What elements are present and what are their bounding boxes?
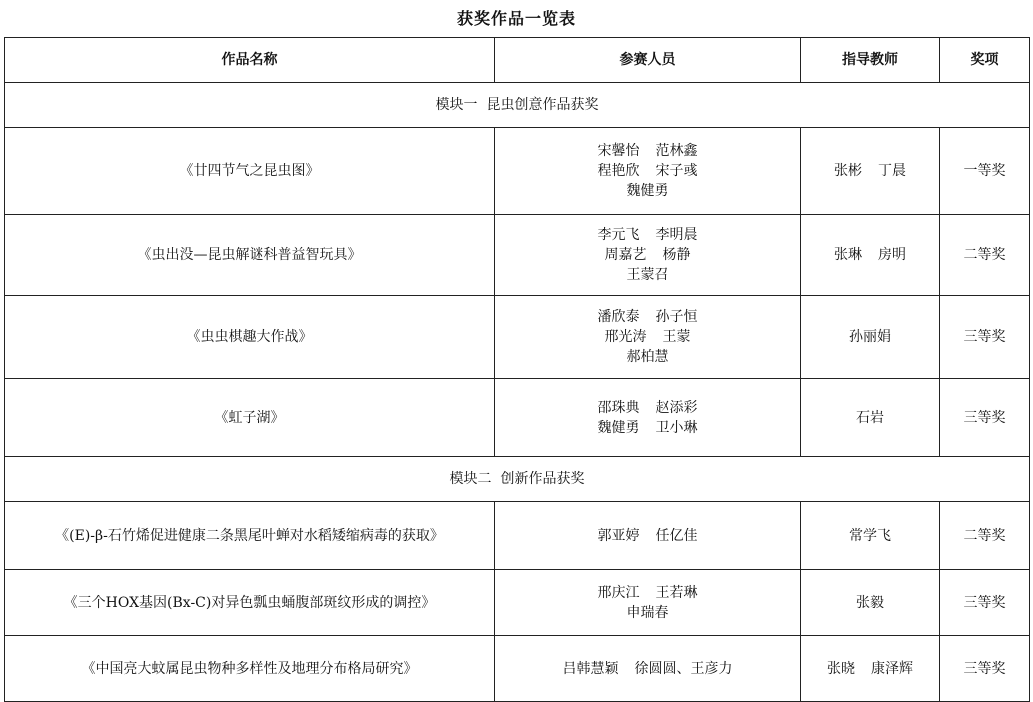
participant-name: 宋馨怡 [597, 143, 640, 159]
participants-cell [495, 296, 801, 379]
advisor-name: 石岩 [856, 409, 884, 426]
participants-cell [495, 570, 801, 636]
participant-name: 杨静 [662, 247, 691, 263]
award-cell: 三等奖 [940, 379, 1030, 457]
header-award: 奖项 [940, 38, 1030, 83]
award-cell: 一等奖 [940, 128, 1030, 215]
advisor-name: 康泽辉 [871, 660, 913, 677]
work-name-cell: 《三个HOX基因(Bx-C)对异色瓢虫蛹腹部斑纹形成的调控》 [5, 570, 495, 636]
participant-name: 赵添彩 [655, 399, 698, 416]
participant-name: 潘欣泰 [597, 309, 640, 325]
award-cell: 二等奖 [940, 215, 1030, 296]
header-participants: 参赛人员 [495, 38, 801, 83]
module-row [5, 457, 1030, 502]
header-row [5, 38, 1030, 83]
advisor-name: 张晓 [827, 660, 855, 677]
participant-name: 宋子彧 [655, 163, 698, 179]
advisor-cell [801, 570, 940, 636]
participant-name: 王蒙 [662, 329, 691, 345]
table-row [5, 215, 1030, 296]
work-name-cell: 《虹子湖》 [5, 379, 495, 457]
award-cell: 三等奖 [940, 296, 1030, 379]
participants-line [495, 659, 800, 679]
participants-line [495, 225, 800, 245]
participant-name: 申瑞春 [626, 604, 669, 621]
participants-line [495, 347, 800, 367]
participants-line [495, 583, 800, 603]
participant-name: 王若琳 [655, 584, 698, 601]
advisor-name: 丁晨 [878, 163, 906, 179]
participant-name: 任亿佳 [655, 527, 698, 544]
advisor-cell [801, 502, 940, 570]
participants-line [495, 181, 800, 201]
work-name-cell: 《(E)-β-石竹烯促进健康二条黑尾叶蝉对水稻矮缩病毒的获取》 [5, 502, 495, 570]
module-row [5, 83, 1030, 128]
participants-line [495, 161, 800, 181]
award-cell: 三等奖 [940, 636, 1030, 702]
advisor-cell [801, 215, 940, 296]
table-row [5, 502, 1030, 570]
participants-line [495, 307, 800, 327]
table-row [5, 636, 1030, 702]
participants-cell [495, 379, 801, 457]
participant-name: 郝柏慧 [626, 349, 669, 365]
participant-name: 吕韩慧颖 [562, 660, 619, 677]
module-label: 模块一 昆虫创意作品获奖 [5, 83, 1030, 128]
participants-line [495, 603, 800, 623]
participants-cell [495, 128, 801, 215]
participant-name: 周嘉艺 [604, 247, 647, 263]
participants-line [495, 327, 800, 347]
participants-line [495, 141, 800, 161]
work-name-cell: 《虫出没—昆虫解谜科普益智玩具》 [5, 215, 495, 296]
advisor-cell [801, 296, 940, 379]
awards-table [4, 37, 1030, 702]
advisor-name: 张琳 [834, 247, 862, 263]
participant-name: 徐圆圆、王彦力 [634, 660, 733, 677]
advisor-name: 张彬 [834, 163, 862, 179]
participants-line [495, 265, 800, 285]
participant-name: 李明晨 [655, 227, 698, 243]
table-row [5, 296, 1030, 379]
participants-cell [495, 215, 801, 296]
advisor-name: 张毅 [856, 594, 884, 611]
participant-name: 郭亚婷 [597, 527, 640, 544]
advisor-name: 房明 [878, 247, 906, 263]
award-cell: 二等奖 [940, 502, 1030, 570]
participant-name: 孙子恒 [655, 309, 698, 325]
work-name-cell: 《虫虫棋趣大作战》 [5, 296, 495, 379]
participant-name: 邢庆江 [597, 584, 640, 601]
participants-cell [495, 636, 801, 702]
header-work-name: 作品名称 [5, 38, 495, 83]
module-label: 模块二 创新作品获奖 [5, 457, 1030, 502]
work-name-cell: 《廿四节气之昆虫图》 [5, 128, 495, 215]
participants-line [495, 526, 800, 546]
participant-name: 李元飞 [597, 227, 640, 243]
work-name-cell: 《中国亮大蚊属昆虫物种多样性及地理分布格局研究》 [5, 636, 495, 702]
participants-line [495, 418, 800, 438]
advisor-cell [801, 636, 940, 702]
table-row [5, 570, 1030, 636]
participant-name: 程艳欣 [597, 163, 640, 179]
participants-cell [495, 502, 801, 570]
award-cell: 三等奖 [940, 570, 1030, 636]
participant-name: 魏健勇 [597, 419, 640, 436]
advisor-cell [801, 379, 940, 457]
advisor-name: 常学飞 [849, 527, 891, 544]
participant-name: 王蒙召 [626, 267, 669, 283]
table-row [5, 379, 1030, 457]
participants-line [495, 398, 800, 418]
page-title: 获奖作品一览表 [456, 9, 576, 28]
table-row [5, 128, 1030, 215]
table-body [5, 83, 1030, 702]
header-advisor: 指导教师 [801, 38, 940, 83]
participants-line [495, 245, 800, 265]
participant-name: 邢光涛 [604, 329, 647, 345]
advisor-cell [801, 128, 940, 215]
participant-name: 魏健勇 [626, 183, 669, 199]
participant-name: 卫小琳 [655, 419, 698, 436]
participant-name: 邵珠典 [597, 399, 640, 416]
advisor-name: 孙丽娟 [849, 329, 891, 345]
participant-name: 范林鑫 [655, 143, 698, 159]
